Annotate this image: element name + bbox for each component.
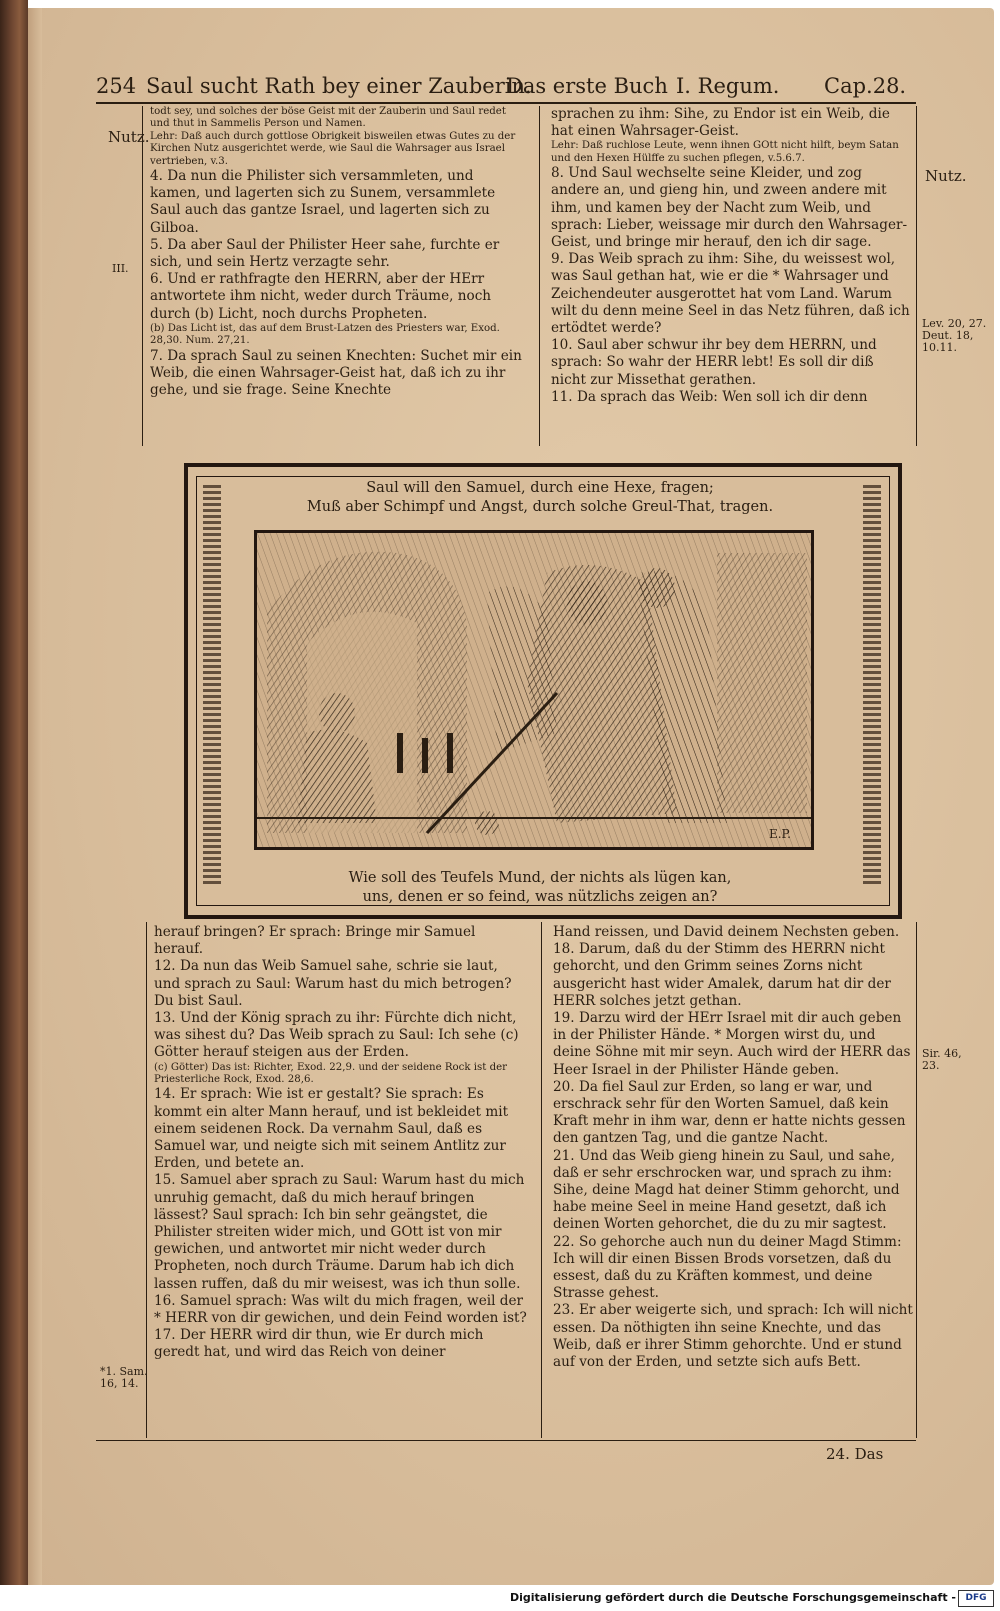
- top-right-paragraph: 10. Saul aber schwur ihr bey dem HERRN, und sprach: So wahr der HERR lebt! Es soll dir diß nicht zur Missethat gerathen.: [551, 337, 877, 388]
- bottom-left-paragraph: 12. Da nun das Weib Samuel sahe, schrie sie laut, und sprach zu Saul: Warum hast du mich betrogen? Du bist Saul.: [154, 958, 512, 1009]
- woodcut-scene: [257, 533, 811, 847]
- margin-ref-sir: Sir. 46, 23.: [922, 1047, 962, 1072]
- left-margin-rule-bottom: [146, 922, 147, 1438]
- bottom-right-column: [553, 924, 913, 1371]
- top-right-paragraph: 8. Und Saul wechselte seine Kleider, und zog andere an, und gieng hin, und zween andere mit ihm, und kamen bey der Nacht zum Weib, und sprach: Lieber, weissage mir durch den Wahrsager-Geist, und bringe mir herauf, den ich dir sage.: [551, 165, 908, 251]
- dfg-logo: DFG: [958, 1590, 994, 1607]
- margin-nutz-right: Nutz.: [925, 167, 967, 185]
- bottom-right-paragraph: 19. Darzu wird der HErr Israel mit dir auch geben in der Philister Hände. * Morgen wirst du, und deine Söhne mit mir seyn. Auch wird der HERR das Heer Israel in der Philister Hände geben.: [553, 1010, 911, 1078]
- header-rule: [96, 102, 916, 104]
- bottom-left-paragraph: 17. Der HERR wird dir thun, wie Er durch mich geredt hat, und wird das Reich von deiner: [154, 1327, 484, 1361]
- bottom-right-paragraph: 21. Und das Weib gieng hinein zu Saul, und sahe, daß er sehr erschrocken war, und sprach zu ihm: Sihe, deine Magd hat deiner Stimm gehorcht, und habe meine Seel in meine Hand gesetzt, daß ich deinen Worten gehorchet, die du zu mir sagtest.: [553, 1147, 900, 1233]
- right-margin-rule-top: [916, 106, 917, 446]
- footer-rule: [96, 1440, 916, 1441]
- top-left-paragraph: (b) Das Licht ist, das auf dem Brust-Latzen des Priesters war, Exod. 28,30. Num. 27,21.: [150, 322, 500, 347]
- top-right-paragraph: 9. Das Weib sprach zu ihm: Sihe, du weissest wol, was Saul gethan hat, wie er die * Wahrsager und Zeichendeuter ausgerottet hat vom Land. Warum wilt du denn meine Seel in das Netz führen, daß ich ertödtet werde?: [551, 251, 910, 337]
- right-margin-rule-bottom: [916, 922, 917, 1438]
- column-divider-top: [539, 106, 540, 446]
- bottom-left-paragraph: herauf bringen? Er sprach: Bringe mir Samuel herauf.: [154, 924, 476, 958]
- book-title: Das erste Buch: [506, 74, 668, 98]
- top-left-paragraph: 5. Da aber Saul der Philister Heer sahe, furchte er sich, und sein Hertz verzagte sehr.: [150, 236, 500, 271]
- page-number: 254: [96, 74, 137, 98]
- left-margin-rule-top: [142, 106, 143, 446]
- woodcut-verse-bottom-1: Wie soll des Teufels Mund, der nichts als lügen kan,: [348, 870, 732, 886]
- footer-credit: Digitalisierung gefördert durch die Deutsche Forschungsgemeinschaft -: [509, 1591, 956, 1604]
- bottom-right-paragraph: 18. Darum, daß du der Stimm des HERRN nicht gehorcht, und den Grimm seines Zorns nicht ausgericht hast wider Amalek, darum hat dir der HERR solches jetzt gethan.: [553, 941, 891, 1009]
- catchword: 24. Das: [826, 1445, 884, 1463]
- bottom-left-paragraph: 15. Samuel aber sprach zu Saul: Warum hast du mich unruhig gemacht, daß du mich herauf bringen lässest? Saul sprach: Ich bin sehr geängstet, die Philister streiten wider mich, und GOtt ist von mir gewichen, und antwortet mir nicht weder durch Propheten, noch durch Träume. Darum hab ich dich lassen ruffen, daß du mir weisest, was ich thun solle.: [154, 1172, 525, 1292]
- column-divider-bottom: [541, 922, 542, 1438]
- top-right-paragraph: sprachen zu ihm: Sihe, zu Endor ist ein Weib, die hat einen Wahrsager-Geist.: [551, 106, 890, 140]
- bottom-right-paragraph: 20. Da fiel Saul zur Erden, so lang er war, und erschrack sehr für den Worten Samuel, daß kein Kraft mehr in ihm war, denn er hatte nichts gessen den gantzen Tag, und die gantze Nacht.: [553, 1078, 906, 1147]
- bottom-left-column: [154, 924, 527, 1362]
- margin-ref-sam: *1. Sam. 16, 14.: [100, 1365, 148, 1390]
- margin-section-three: III.: [112, 262, 129, 275]
- woodcut-verse-top-1: Saul will den Samuel, durch eine Hexe, fragen;: [366, 480, 714, 496]
- chapter-label: Cap.28.: [824, 74, 907, 98]
- top-left-paragraph: 7. Da sprach Saul zu seinen Knechten: Suchet mir ein Weib, die einen Wahrsager-Geist hat, daß ich zu ihr gehe, und sie frage. Seine Knechte: [150, 347, 522, 399]
- woodcut-illustration: [254, 530, 814, 850]
- top-left-paragraph: 4. Da nun die Philister sich versammleten, und kamen, und lagerten sich zu Sunem, versammlete Saul auch das gantze Israel, und lagerten sich zu Gilboa.: [150, 168, 496, 236]
- bottom-left-paragraph: 13. Und der König sprach zu ihr: Fürchte dich nicht, was sihest du? Das Weib sprach zu Saul: Ich sehe (c) Götter herauf steigen aus der Erden.: [154, 1010, 519, 1061]
- page-gutter: [28, 8, 42, 1585]
- top-right-paragraph: 11. Da sprach das Weib: Wen soll ich dir denn: [551, 388, 868, 405]
- running-title: Saul sucht Rath bey einer Zauberin.: [146, 74, 532, 98]
- woodcut-verse-bottom-2: uns, denen er so feind, was nützlichs zeigen an?: [362, 889, 718, 905]
- bottom-right-paragraph: Hand reissen, und David deinem Nechsten geben.: [553, 924, 900, 940]
- book-spine: [0, 0, 28, 1585]
- woodcut-verse-top-2: Muß aber Schimpf und Angst, durch solche Greul-That, tragen.: [306, 499, 774, 515]
- ornament-border-left: [203, 484, 221, 884]
- bottom-right-paragraph: 22. So gehorche auch nun du deiner Magd Stimm: Ich will dir einen Bissen Brods vorsetzen, daß du essest, daß du zu Kräften kommest, und deine Strasse gehest.: [553, 1233, 902, 1302]
- margin-ref-lev: Lev. 20, 27. Deut. 18, 10.11.: [922, 317, 987, 354]
- margin-nutz-left: Nutz.: [108, 128, 150, 146]
- bottom-left-paragraph: 14. Er sprach: Wie ist er gestalt? Sie sprach: Es kommt ein alter Mann herauf, und ist bekleidet mit einem seidenen Rock. Da vernahm Saul, daß es Samuel war, und neigte sich mit seinem Antlitz zur Erden, und betete an.: [154, 1086, 509, 1172]
- running-header: [96, 70, 916, 104]
- top-left-paragraph: todt sey, und solches der böse Geist mit der Zauberin und Saul redet und thut in Sammelis Person und Namen.: [150, 106, 506, 130]
- woodcut-monogram: E.P.: [768, 827, 791, 841]
- top-right-paragraph: Lehr: Daß ruchlose Leute, wenn ihnen GOtt nicht hilft, beym Satan und den Hexen Hülffe zu suchen pflegen, v.5.6.7.: [551, 140, 899, 164]
- top-right-column: [551, 106, 911, 406]
- regum-label: I. Regum.: [676, 74, 780, 98]
- ornament-border-right: [863, 484, 881, 884]
- top-left-paragraph: Lehr: Daß auch durch gottlose Obrigkeit bisweilen etwas Gutes zu der Kirchen Nutz ausgerichtet werde, wie Saul die Wahrsager aus Israel vertrieben, v.3.: [150, 130, 516, 167]
- digitization-footer: [0, 1585, 1000, 1611]
- bottom-left-paragraph: (c) Götter) Das ist: Richter, Exod. 22,9. und der seidene Rock ist der Priesterliche Rock, Exod. 28,6.: [154, 1061, 508, 1086]
- top-left-column: [150, 106, 525, 399]
- top-left-paragraph: 6. Und er rathfragte den HERRN, aber der HErr antwortete ihm nicht, weder durch Träume, noch durch (b) Licht, noch durchs Propheten.: [150, 271, 492, 322]
- bottom-right-paragraph: 23. Er aber weigerte sich, und sprach: Ich will nicht essen. Da nöthigten ihn seine Knechte, und das Weib, daß er ihrer Stimm gehorchte. Und er stund auf von der Erden, und setzte sich aufs Bett.: [553, 1302, 913, 1371]
- bottom-left-paragraph: 16. Samuel sprach: Was wilt du mich fragen, weil der * HERR von dir gewichen, und dein Feind worden ist?: [154, 1292, 527, 1327]
